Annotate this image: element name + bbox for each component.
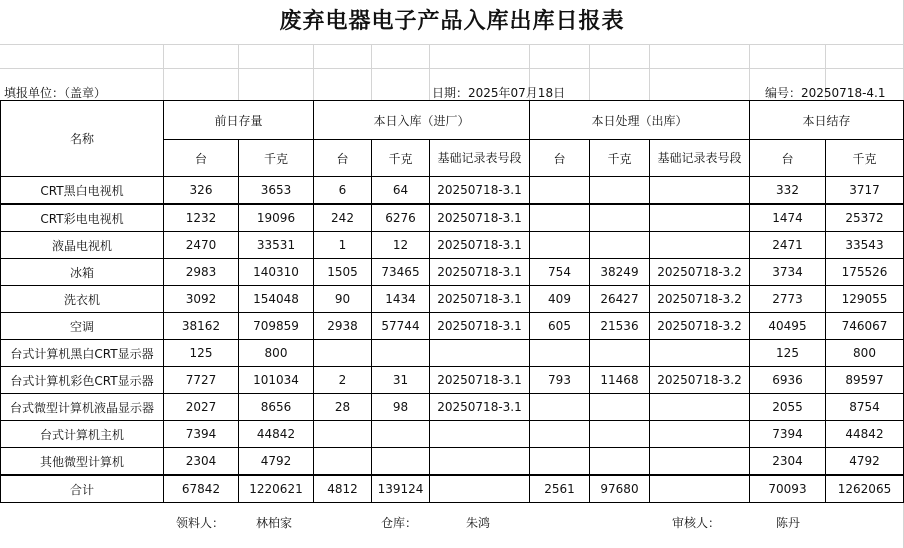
out-record-no [650, 340, 750, 367]
in-record-no [430, 340, 530, 367]
out-record-no [650, 204, 750, 232]
out-kg [590, 394, 650, 421]
stock-kg: 89597 [826, 367, 904, 394]
total-in-kg: 139124 [372, 475, 430, 503]
header-kg: 千克 [826, 140, 904, 177]
in-units: 2 [314, 367, 372, 394]
prev-units: 3092 [164, 286, 239, 313]
total-out-kg: 97680 [590, 475, 650, 503]
header-unit: 台 [164, 140, 239, 177]
gridline [313, 44, 314, 100]
prev-units: 2470 [164, 232, 239, 259]
in-kg: 12 [372, 232, 430, 259]
gridline [163, 44, 164, 100]
out-record-no [650, 394, 750, 421]
stock-units: 332 [750, 177, 826, 205]
reviewer-name: 陈丹 [776, 516, 801, 530]
in-record-no: 20250718-3.1 [430, 259, 530, 286]
total-in-record-no [430, 475, 530, 503]
header-record-no: 基础记录表号段 [650, 140, 750, 177]
row-name: CRT彩电电视机 [1, 204, 164, 232]
row-name: 台式计算机黑白CRT显示器 [1, 340, 164, 367]
in-units [314, 421, 372, 448]
header-unit: 台 [750, 140, 826, 177]
in-kg: 98 [372, 394, 430, 421]
out-units: 793 [530, 367, 590, 394]
prev-kg: 709859 [239, 313, 314, 340]
stock-kg: 800 [826, 340, 904, 367]
gridline [238, 44, 239, 100]
total-in-units: 4812 [314, 475, 372, 503]
in-units: 242 [314, 204, 372, 232]
out-units [530, 340, 590, 367]
table-row [1, 286, 904, 313]
in-record-no [430, 448, 530, 476]
table-row [1, 313, 904, 340]
reviewer-label: 审核人： [672, 516, 721, 530]
out-record-no [650, 448, 750, 476]
in-units [314, 340, 372, 367]
out-units: 409 [530, 286, 590, 313]
stock-kg: 746067 [826, 313, 904, 340]
row-name: CRT黑白电视机 [1, 177, 164, 205]
table-row [1, 421, 904, 448]
in-units: 2938 [314, 313, 372, 340]
stock-kg: 25372 [826, 204, 904, 232]
prev-kg: 140310 [239, 259, 314, 286]
total-out-record-no [650, 475, 750, 503]
prev-units: 7394 [164, 421, 239, 448]
header-unit: 台 [530, 140, 590, 177]
prev-units: 1232 [164, 204, 239, 232]
prev-kg: 8656 [239, 394, 314, 421]
stock-kg: 44842 [826, 421, 904, 448]
header-name: 名称 [1, 101, 164, 177]
out-units [530, 421, 590, 448]
out-record-no [650, 177, 750, 205]
gridline [589, 44, 590, 100]
prev-units: 326 [164, 177, 239, 205]
in-record-no: 20250718-3.1 [430, 232, 530, 259]
in-kg [372, 421, 430, 448]
prev-units: 125 [164, 340, 239, 367]
out-units [530, 177, 590, 205]
in-kg: 73465 [372, 259, 430, 286]
total-prev-kg: 1220621 [239, 475, 314, 503]
total-prev-units: 67842 [164, 475, 239, 503]
out-units [530, 204, 590, 232]
table-row [1, 448, 904, 476]
receiver-name: 林柏家 [256, 516, 293, 530]
warehouse-name: 朱鸿 [466, 516, 491, 530]
header-kg: 千克 [239, 140, 314, 177]
receiver-label: 领料人： [176, 516, 225, 530]
in-units: 28 [314, 394, 372, 421]
gridline [0, 68, 904, 69]
out-record-no: 20250718-3.2 [650, 259, 750, 286]
out-record-no: 20250718-3.2 [650, 286, 750, 313]
out-kg [590, 177, 650, 205]
header-kg: 千克 [590, 140, 650, 177]
out-units: 605 [530, 313, 590, 340]
prev-kg: 19096 [239, 204, 314, 232]
prev-kg: 44842 [239, 421, 314, 448]
stock-units: 2471 [750, 232, 826, 259]
out-kg [590, 232, 650, 259]
prev-units: 2027 [164, 394, 239, 421]
stock-kg: 3717 [826, 177, 904, 205]
filing-unit-label: 填报单位：（盖章） [4, 86, 107, 100]
prev-units: 2983 [164, 259, 239, 286]
row-name: 台式计算机主机 [1, 421, 164, 448]
in-kg: 64 [372, 177, 430, 205]
in-record-no: 20250718-3.1 [430, 286, 530, 313]
total-row [1, 475, 904, 503]
in-record-no: 20250718-3.1 [430, 204, 530, 232]
stock-units: 2304 [750, 448, 826, 476]
prev-kg: 4792 [239, 448, 314, 476]
warehouse-label: 仓库： [381, 516, 418, 530]
out-units [530, 232, 590, 259]
stock-units: 1474 [750, 204, 826, 232]
header-prev-stock: 前日存量 [164, 101, 314, 140]
out-kg: 11468 [590, 367, 650, 394]
in-units: 1 [314, 232, 372, 259]
stock-units: 6936 [750, 367, 826, 394]
in-kg: 31 [372, 367, 430, 394]
in-kg: 1434 [372, 286, 430, 313]
row-name: 洗衣机 [1, 286, 164, 313]
out-kg: 38249 [590, 259, 650, 286]
prev-kg: 3653 [239, 177, 314, 205]
in-units: 1505 [314, 259, 372, 286]
header-kg: 千克 [372, 140, 430, 177]
stock-units: 3734 [750, 259, 826, 286]
table-row [1, 232, 904, 259]
table-row [1, 367, 904, 394]
header-unit: 台 [314, 140, 372, 177]
row-name: 空调 [1, 313, 164, 340]
in-record-no [430, 421, 530, 448]
out-kg [590, 448, 650, 476]
prev-kg: 800 [239, 340, 314, 367]
out-kg [590, 204, 650, 232]
out-record-no: 20250718-3.2 [650, 367, 750, 394]
header-record-no: 基础记录表号段 [430, 140, 530, 177]
gridline [0, 44, 904, 45]
stock-units: 2055 [750, 394, 826, 421]
stock-units: 7394 [750, 421, 826, 448]
stock-kg: 8754 [826, 394, 904, 421]
report-date: 日期：2025年07月18日 [432, 86, 566, 100]
prev-kg: 101034 [239, 367, 314, 394]
row-name: 冰箱 [1, 259, 164, 286]
total-out-units: 2561 [530, 475, 590, 503]
report-number: 编号：20250718-4.1 [765, 86, 886, 100]
inventory-table [0, 100, 904, 503]
stock-kg: 33543 [826, 232, 904, 259]
prev-units: 2304 [164, 448, 239, 476]
out-kg: 26427 [590, 286, 650, 313]
table-row [1, 259, 904, 286]
header-inbound: 本日入库（进厂） [314, 101, 530, 140]
total-row-name: 合计 [1, 475, 164, 503]
in-units: 90 [314, 286, 372, 313]
in-kg: 6276 [372, 204, 430, 232]
header-stock: 本日结存 [750, 101, 904, 140]
stock-units: 125 [750, 340, 826, 367]
row-name: 液晶电视机 [1, 232, 164, 259]
in-record-no: 20250718-3.1 [430, 367, 530, 394]
header-processed: 本日处理（出库） [530, 101, 750, 140]
prev-units: 38162 [164, 313, 239, 340]
in-record-no: 20250718-3.1 [430, 394, 530, 421]
out-units: 754 [530, 259, 590, 286]
out-record-no: 20250718-3.2 [650, 313, 750, 340]
out-kg [590, 340, 650, 367]
gridline [749, 44, 750, 100]
gridline [429, 44, 430, 100]
in-units [314, 448, 372, 476]
out-kg: 21536 [590, 313, 650, 340]
out-record-no [650, 232, 750, 259]
out-units [530, 394, 590, 421]
in-units: 6 [314, 177, 372, 205]
table-row [1, 204, 904, 232]
total-stock-units: 70093 [750, 475, 826, 503]
in-kg [372, 448, 430, 476]
gridline [371, 44, 372, 100]
table-row [1, 177, 904, 205]
stock-units: 40495 [750, 313, 826, 340]
prev-kg: 33531 [239, 232, 314, 259]
stock-kg: 175526 [826, 259, 904, 286]
row-name: 其他微型计算机 [1, 448, 164, 476]
row-name: 台式微型计算机液晶显示器 [1, 394, 164, 421]
total-stock-kg: 1262065 [826, 475, 904, 503]
prev-kg: 154048 [239, 286, 314, 313]
prev-units: 7727 [164, 367, 239, 394]
gridline [649, 44, 650, 100]
row-name: 台式计算机彩色CRT显示器 [1, 367, 164, 394]
out-record-no [650, 421, 750, 448]
in-kg [372, 340, 430, 367]
table-row [1, 394, 904, 421]
table-row [1, 340, 904, 367]
out-units [530, 448, 590, 476]
in-record-no: 20250718-3.1 [430, 313, 530, 340]
in-record-no: 20250718-3.1 [430, 177, 530, 205]
stock-units: 2773 [750, 286, 826, 313]
stock-kg: 4792 [826, 448, 904, 476]
in-kg: 57744 [372, 313, 430, 340]
stock-kg: 129055 [826, 286, 904, 313]
report-title: 废弃电器电子产品入库出库日报表 [279, 9, 625, 34]
out-kg [590, 421, 650, 448]
